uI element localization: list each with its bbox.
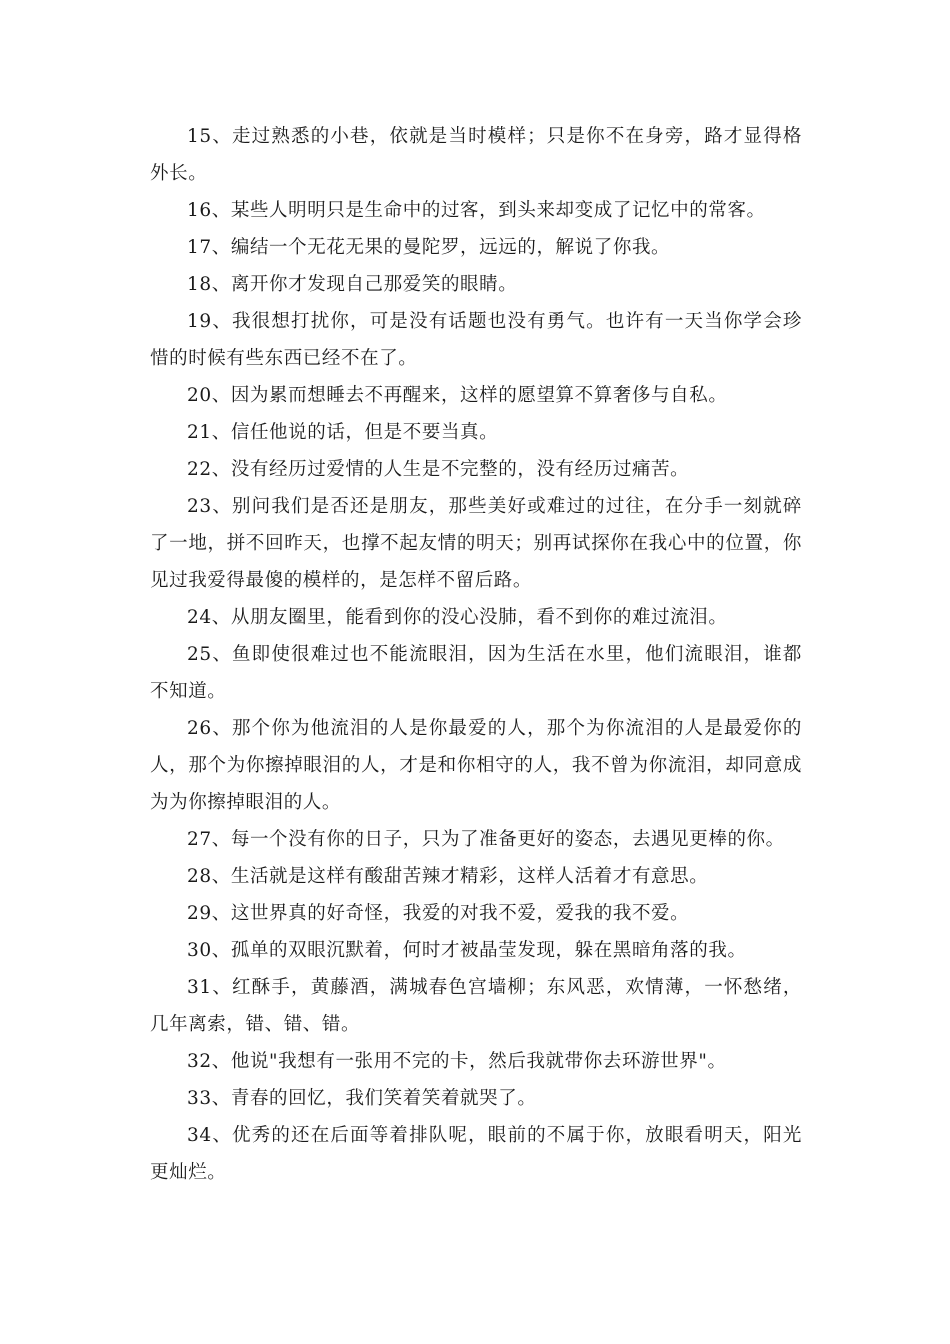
paragraph-24: 24、从朋友圈里，能看到你的没心没肺，看不到你的难过流泪。 [187, 607, 728, 628]
paragraph-15: 15、走过熟悉的小巷，依就是当时模样；只是你不在身旁，路才显得格外长。 [150, 126, 802, 184]
paragraph-27: 27、每一个没有你的日子，只为了准备更好的姿态，去遇见更棒的你。 [187, 829, 785, 850]
paragraph-29: 29、这世界真的好奇怪，我爱的对我不爱，爱我的我不爱。 [187, 903, 690, 924]
paragraph-16: 16、某些人明明只是生命中的过客，到头来却变成了记忆中的常客。 [187, 200, 766, 221]
paragraph-34: 34、优秀的还在后面等着排队呢，眼前的不属于你，放眼看明天，阳光更灿烂。 [150, 1125, 802, 1183]
paragraph-31: 31、红酥手，黄藤酒，满城春色宫墙柳；东风恶，欢情薄，一怀愁绪，几年离索，错、错、错。 [150, 977, 802, 1035]
paragraph-30: 30、孤单的双眼沉默着，何时才被晶莹发现，躲在黑暗角落的我。 [187, 940, 747, 961]
paragraph-22: 22、没有经历过爱情的人生是不完整的，没有经历过痛苦。 [187, 459, 690, 480]
paragraph-21: 21、信任他说的话，但是不要当真。 [187, 422, 499, 443]
paragraph-26: 26、那个你为他流泪的人是你最爱的人，那个为你流泪的人是最爱你的人，那个为你擦掉眼泪的人，才是和你相守的人，我不曾为你流泪，却同意成为为你擦掉眼泪的人。 [150, 718, 802, 813]
paragraph-33: 33、青春的回忆，我们笑着笑着就哭了。 [187, 1088, 537, 1109]
paragraph-17: 17、编结一个无花无果的曼陀罗，远远的，解说了你我。 [187, 237, 671, 258]
paragraph-32: 32、他说"我想有一张用不完的卡，然后我就带你去环游世界"。 [187, 1051, 727, 1072]
document-body [150, 118, 802, 1191]
paragraph-25: 25、鱼即使很难过也不能流眼泪，因为生活在水里，他们流眼泪，谁都不知道。 [150, 644, 802, 702]
paragraph-18: 18、离开你才发现自己那爱笑的眼睛。 [187, 274, 518, 295]
paragraph-23: 23、别问我们是否还是朋友，那些美好或难过的过往，在分手一刻就碎了一地，拼不回昨天，也撑不起友情的明天；别再试探你在我心中的位置，你见过我爱得最傻的模样的，是怎样不留后路。 [150, 496, 802, 591]
paragraph-19: 19、我很想打扰你，可是没有话题也没有勇气。也许有一天当你学会珍惜的时候有些东西已经不在了。 [150, 311, 802, 369]
paragraph-28: 28、生活就是这样有酸甜苦辣才精彩，这样人活着才有意思。 [187, 866, 709, 887]
paragraph-20: 20、因为累而想睡去不再醒来，这样的愿望算不算奢侈与自私。 [187, 385, 728, 406]
